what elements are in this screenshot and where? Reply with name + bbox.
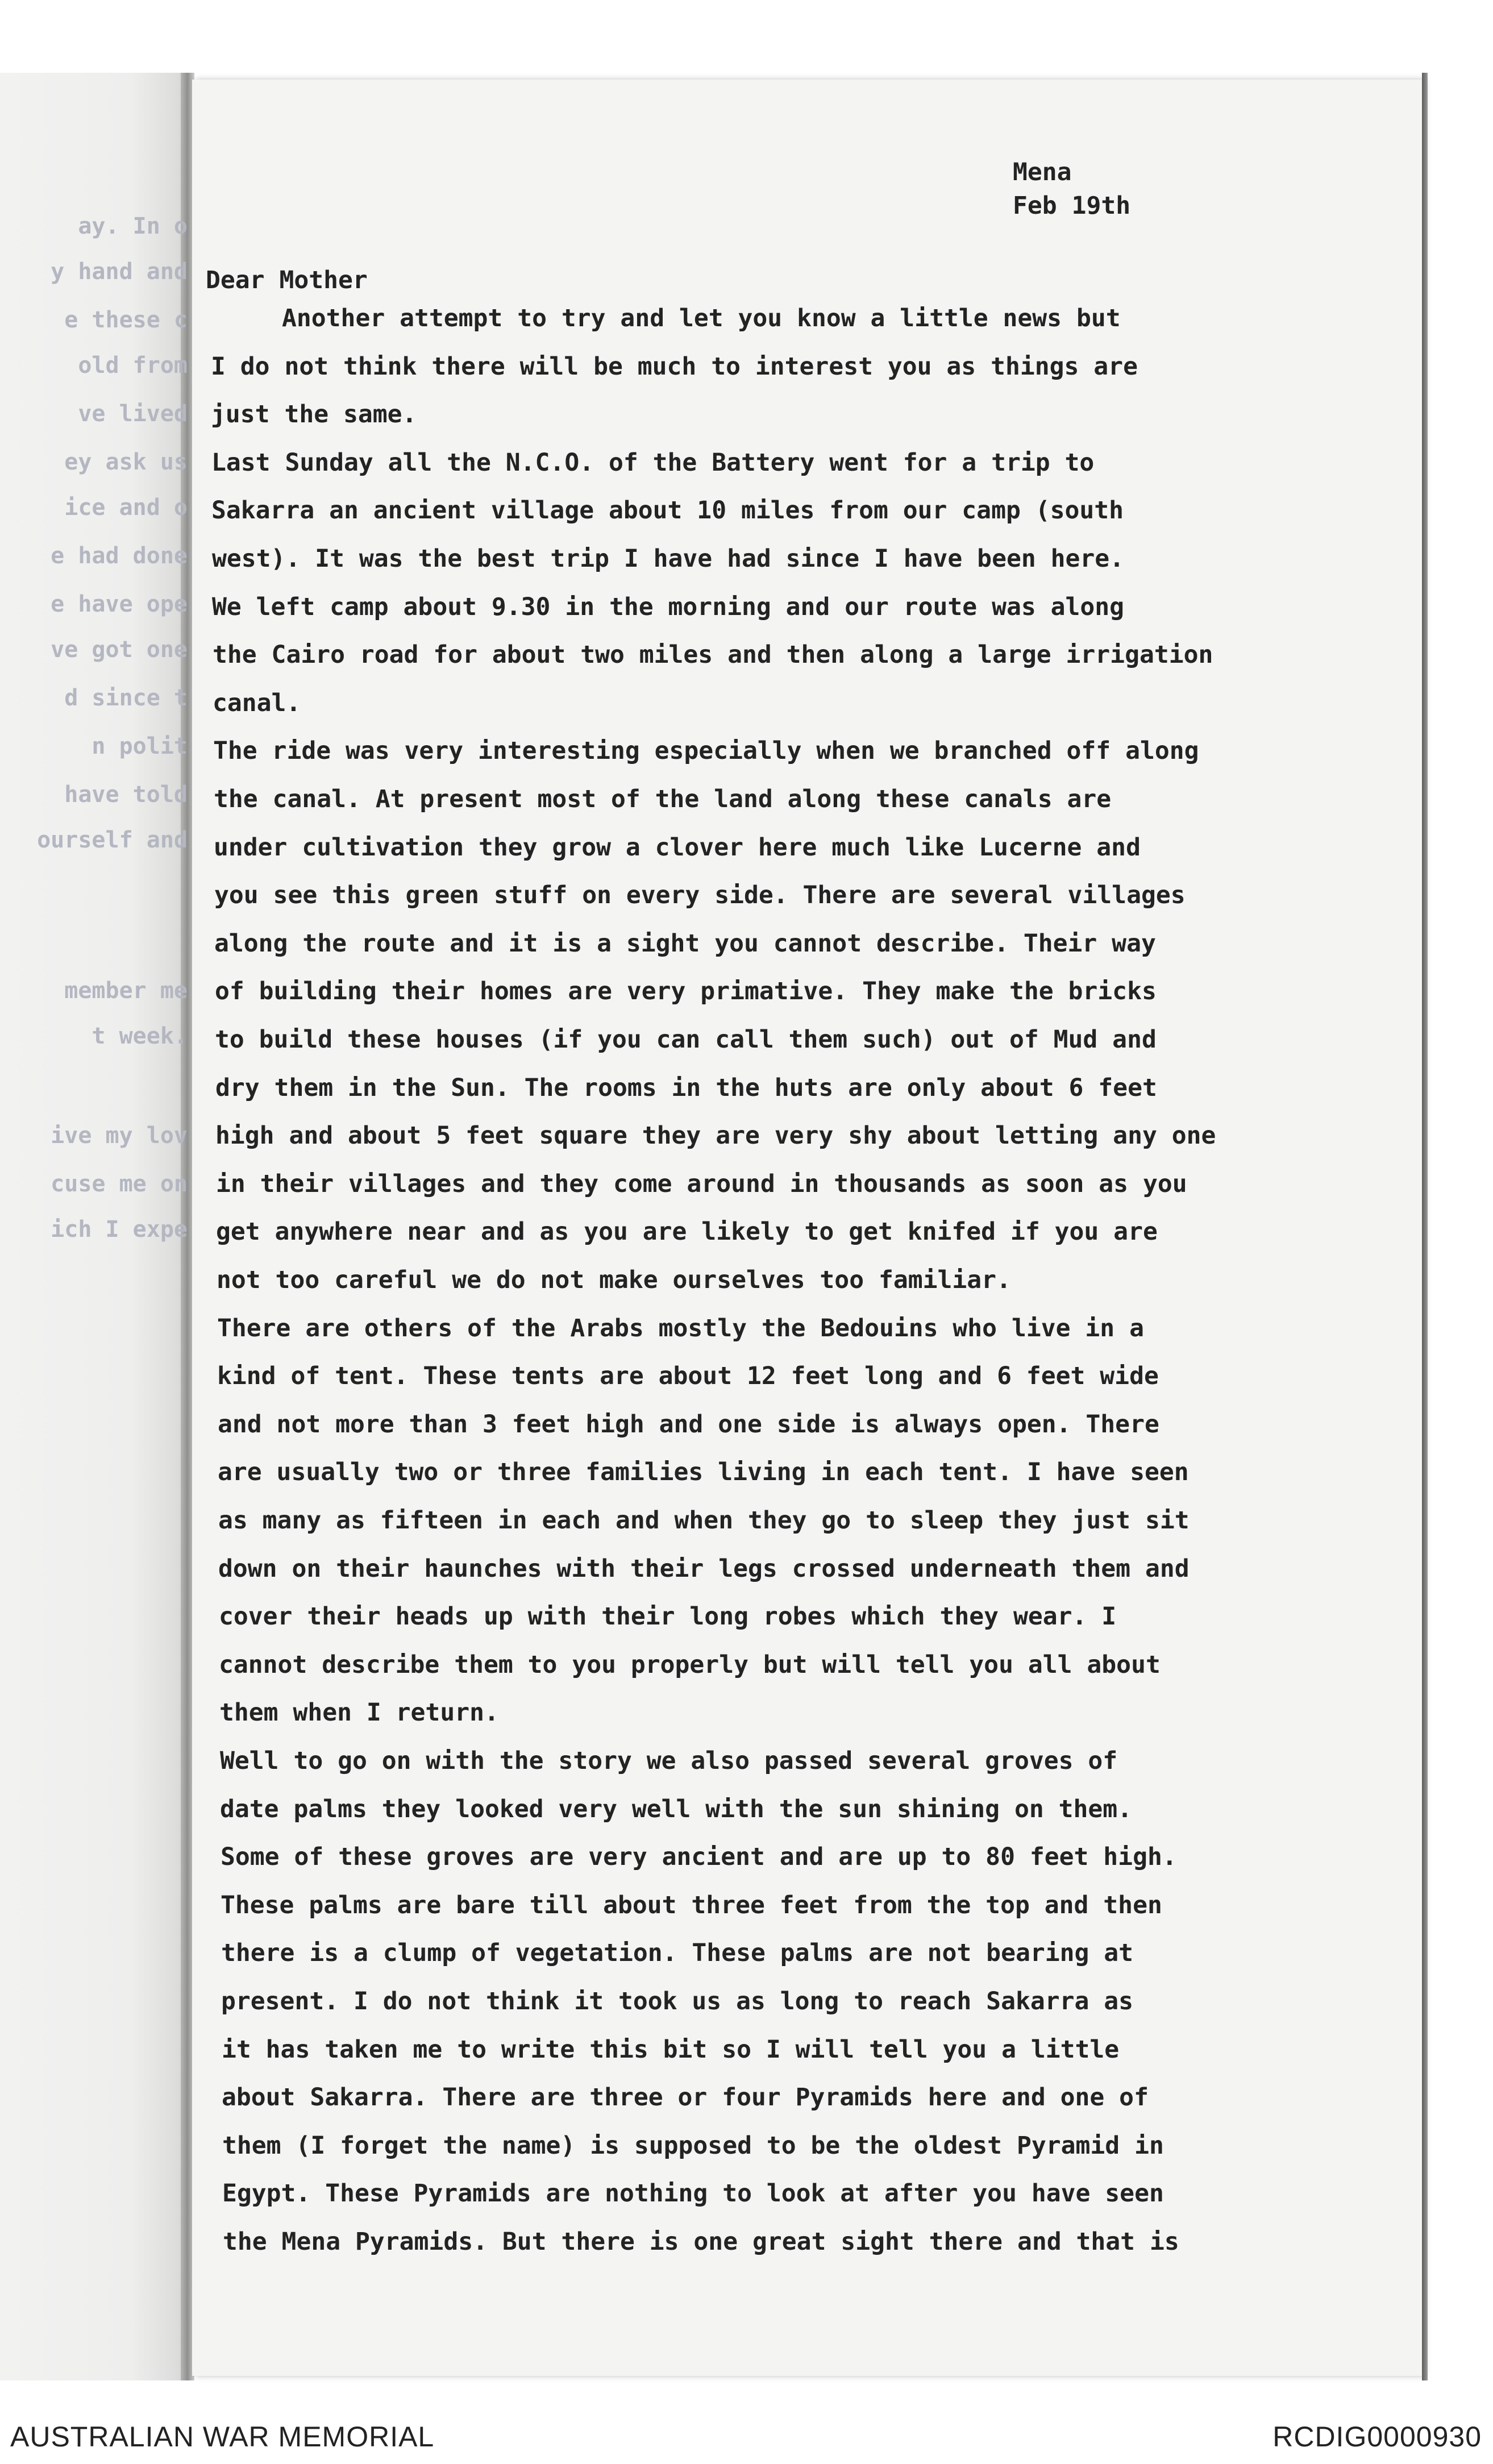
letter-line: Some of these groves are very ancient and are up to 80 feet high. (221, 1843, 1177, 1871)
letter-line: there is a clump of vegetation. These palms are not bearing at (221, 1939, 1134, 1967)
letter-line: Sakarra an ancient village about 10 miles from our camp (south (211, 496, 1124, 525)
letter-line: down on their haunches with their legs crossed underneath them and (218, 1555, 1190, 1583)
bleed-fragment: cuse me on (51, 1171, 188, 1197)
bleed-fragment: y hand and (51, 259, 188, 285)
letter-line: along the route and it is a sight you cannot describe. Their way (214, 929, 1156, 958)
bleed-fragment: ive my lov (51, 1123, 188, 1149)
bleed-fragment: ourself and (37, 827, 188, 853)
letter-line: the canal. At present most of the land along these canals are (214, 785, 1112, 813)
bleed-fragment: e have ope (51, 591, 188, 617)
bleed-fragment: ay. In o (78, 213, 188, 239)
letter-line: not too careful we do not make ourselves too familiar. (217, 1266, 1011, 1294)
letter-line: about Sakarra. There are three or four Pyramids here and one of (222, 2083, 1149, 2112)
letter-line: These palms are bare till about three feet from the top and then (221, 1891, 1162, 1919)
letter-line: and not more than 3 feet high and one side is always open. There (218, 1410, 1159, 1439)
bleed-fragment: ice and o (64, 495, 188, 521)
letter-date: Feb 19th (1013, 192, 1131, 220)
bleed-fragment: n polit (92, 733, 188, 759)
letter-line: cover their heads up with their long robes which they wear. I (219, 1602, 1117, 1631)
letter-line: high and about 5 feet square they are very shy about letting any one (215, 1121, 1216, 1150)
letter-line: of building their homes are very primative. They make the bricks (215, 977, 1157, 1005)
letter-line: Another attempt to try and let you know a little news but (282, 304, 1121, 333)
letter-line: Well to go on with the story we also passed several groves of (220, 1747, 1118, 1775)
bleed-fragment: t week. (92, 1023, 188, 1049)
letter-line: in their villages and they come around in thousands as soon as you (216, 1170, 1187, 1198)
letter-line: date palms they looked very well with the sun shining on them. (220, 1795, 1133, 1823)
bleed-fragment: ey ask us (64, 449, 188, 475)
letter-line: I do not think there will be much to interest you as things are (211, 352, 1138, 381)
letter-line: Egypt. These Pyramids are nothing to look at after you have seen (222, 2179, 1164, 2208)
letter-line: the Mena Pyramids. But there is one great sight there and that is (223, 2228, 1179, 2256)
letter-line: There are others of the Arabs mostly the Bedouins who live in a (217, 1314, 1144, 1343)
bleed-fragment: member me (64, 978, 188, 1004)
letter-line: to build these houses (if you can call them such) out of Mud and (215, 1025, 1157, 1054)
letter-line: present. I do not think it took us as long to reach Sakarra as (221, 1987, 1134, 2016)
letter-line: kind of tent. These tents are about 12 feet long and 6 feet wide (217, 1362, 1159, 1390)
letter-line: as many as fifteen in each and when they go to sleep they just sit (218, 1506, 1190, 1535)
letter-salutation: Dear Mother (206, 266, 368, 294)
bleed-fragment: ich I expe (51, 1216, 188, 1243)
letter-line: the Cairo road for about two miles and then along a large irrigation (213, 641, 1213, 669)
letter-line: just the same. (211, 400, 417, 429)
letter-line: them when I return. (219, 1698, 499, 1727)
bleed-fragment: have told (64, 782, 188, 808)
letter-line: west). It was the best trip I have had since I have been here. (212, 545, 1125, 573)
letter-line: are usually two or three families living in each tent. I have seen (218, 1458, 1189, 1486)
letter-line: canal. (213, 689, 301, 717)
letter-line: Last Sunday all the N.C.O. of the Battery went for a trip to (211, 448, 1095, 477)
letter-line: The ride was very interesting especially when we branched off along (213, 737, 1199, 765)
letter-line: them (I forget the name) is supposed to be the oldest Pyramid in (222, 2131, 1164, 2160)
page-edge (1422, 73, 1428, 2380)
letter-line: under cultivation they grow a clover here much like Lucerne and (214, 833, 1141, 862)
bleed-fragment: e had done (51, 543, 188, 569)
footer-institution: AUSTRALIAN WAR MEMORIAL (10, 2421, 435, 2453)
letter-place: Mena (1013, 158, 1072, 186)
letter-line: dry them in the Sun. The rooms in the huts are only about 6 feet (215, 1074, 1157, 1102)
letter-line: We left camp about 9.30 in the morning and our route was along (212, 593, 1125, 621)
letter-line: you see this green stuff on every side. There are several villages (214, 881, 1186, 909)
letter-line: cannot describe them to you properly but will tell you all about (219, 1651, 1161, 1679)
letter-line: get anywhere near and as you are likely to get knifed if you are (216, 1218, 1158, 1246)
footer-item-id: RCDIG0000930 (1272, 2421, 1482, 2453)
bleed-fragment: e these c (64, 307, 188, 333)
bleed-fragment: ve got one (51, 637, 188, 663)
bleed-fragment: d since t (64, 685, 188, 711)
bleed-fragment: old from (78, 352, 188, 379)
letter-line: it has taken me to write this bit so I will tell you a little (222, 2035, 1120, 2064)
bleed-fragment: ve lived (78, 401, 188, 427)
